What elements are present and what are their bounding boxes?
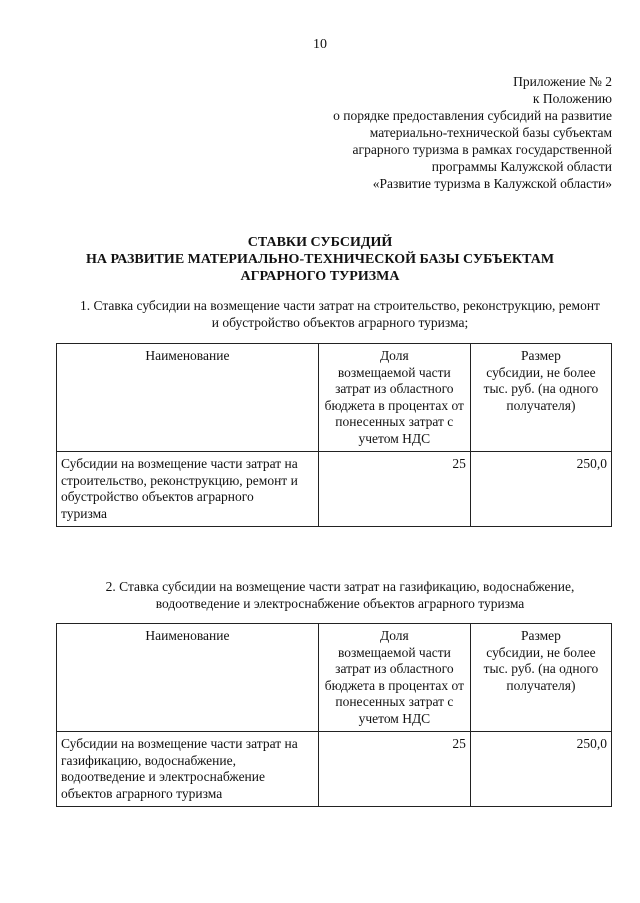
header-share-line: Доля <box>380 628 409 643</box>
cell-name-line: Субсидии на возмещение части затрат на <box>61 456 298 471</box>
heading-line: водоотведение и электроснабжение объектов аграрного туризма <box>155 596 525 611</box>
appendix-line: аграрного туризма в рамках государственной <box>352 142 612 157</box>
header-size-line: Размер <box>520 628 561 643</box>
cell-share: 25 <box>318 452 470 527</box>
appendix-line: «Развитие туризма в Калужской области» <box>372 176 612 191</box>
cell-name <box>57 732 319 807</box>
document-title <box>0 234 640 285</box>
table-row <box>57 452 612 527</box>
header-share <box>318 344 470 452</box>
header-name: Наименование <box>57 344 319 452</box>
table-header-row <box>57 624 612 732</box>
cell-name-line: Субсидии на возмещение части затрат на <box>61 736 298 751</box>
cell-share: 25 <box>318 732 470 807</box>
page-number: 10 <box>313 37 327 52</box>
header-share-line: понесенных затрат с <box>335 694 454 709</box>
header-share-line: учетом НДС <box>358 710 431 726</box>
heading-line: 2. Ставка субсидии на возмещение части затрат на газификацию, водоснабжение, <box>105 579 575 594</box>
appendix-line: программы Калужской области <box>431 159 612 174</box>
section-1-heading <box>40 297 640 331</box>
header-share <box>318 624 470 732</box>
cell-name-line: газификацию, водоснабжение, <box>61 752 236 768</box>
header-size-line: тыс. руб. (на одного <box>483 661 599 676</box>
appendix-line: Приложение № 2 <box>513 74 612 89</box>
title-line: НА РАЗВИТИЕ МАТЕРИАЛЬНО-ТЕХНИЧЕСКОЙ БАЗЫ СУБЪЕКТАМ <box>85 252 555 267</box>
header-share-line: затрат из областного <box>335 661 454 676</box>
cell-size: 250,0 <box>470 452 611 527</box>
table-row <box>57 732 612 807</box>
header-size <box>470 344 611 452</box>
cell-name <box>57 452 319 527</box>
header-size-line: получателя) <box>506 397 576 413</box>
cell-name-line: туризма <box>61 505 108 521</box>
cell-name-line: обустройство объектов аграрного <box>61 489 254 504</box>
cell-name-line: водоотведение и электроснабжение <box>61 769 266 784</box>
cell-size: 250,0 <box>470 732 611 807</box>
header-share-line: затрат из областного <box>335 381 454 396</box>
header-size-line: получателя) <box>506 677 576 693</box>
header-size-line: субсидии, не более <box>486 644 596 660</box>
header-share-line: Доля <box>379 348 409 363</box>
header-share-line: возмещаемой части <box>337 364 451 380</box>
appendix-line: материально-технической базы субъектам <box>369 125 612 140</box>
header-size-line: тыс. руб. (на одного <box>483 381 599 396</box>
rates-table-2 <box>56 623 612 807</box>
header-share-line: бюджета в процентах от <box>324 677 465 693</box>
heading-line: 1. Ставка субсидии на возмещение части затрат на строительство, реконструкцию, ремонт <box>80 298 600 313</box>
table-header-row <box>57 344 612 452</box>
header-size <box>470 624 611 732</box>
appendix-block <box>272 73 612 192</box>
header-size-line: Размер <box>520 348 561 363</box>
header-share-line: понесенных затрат с <box>335 414 454 429</box>
header-share-line: бюджета в процентах от <box>324 397 464 413</box>
appendix-line: о порядке предоставления субсидий на развитие <box>333 108 612 123</box>
section-2-heading <box>40 578 640 612</box>
heading-line: и обустройство объектов аграрного туризма; <box>211 315 469 330</box>
title-line: АГРАРНОГО ТУРИЗМА <box>240 269 400 284</box>
title-line: СТАВКИ СУБСИДИЙ <box>247 235 393 250</box>
cell-name-line: строительство, реконструкцию, ремонт и <box>61 472 298 488</box>
header-size-line: субсидии, не более <box>486 364 596 380</box>
header-share-line: учетом НДС <box>358 430 431 446</box>
rates-table-1 <box>56 343 612 527</box>
appendix-line: к Положению <box>532 91 612 106</box>
header-name: Наименование <box>57 624 319 732</box>
header-share-line: возмещаемой части <box>337 644 451 660</box>
cell-name-line: объектов аграрного туризма <box>61 785 223 801</box>
